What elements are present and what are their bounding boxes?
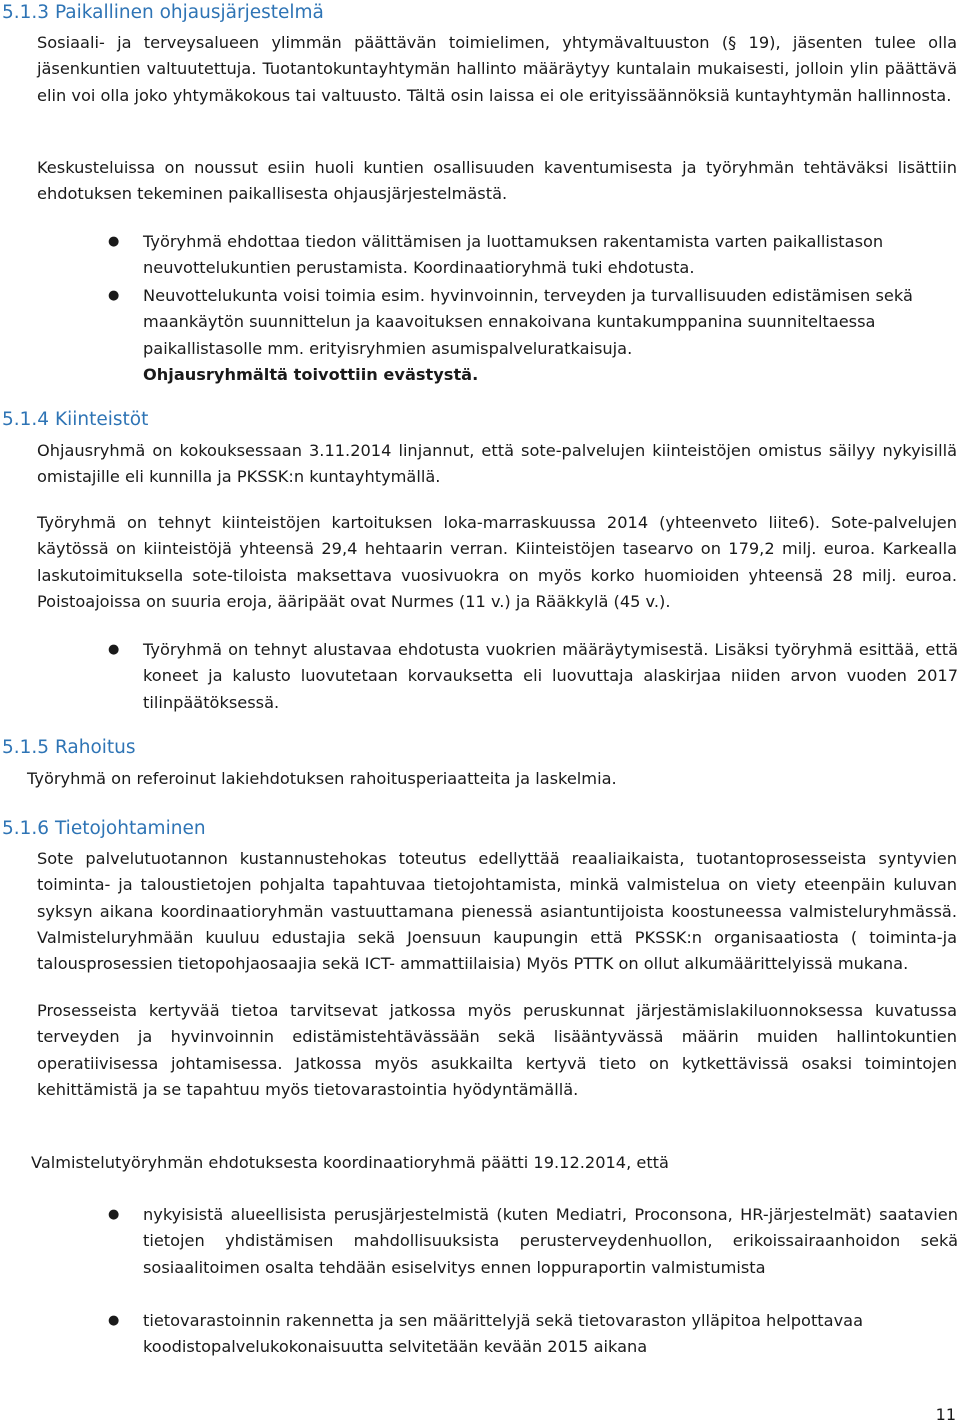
bullet-icon: ● — [108, 288, 120, 303]
section-heading-5-1-6: 5.1.6 Tietojohtaminen — [2, 818, 206, 839]
paragraph-municipal-participation: Keskusteluissa on noussut esiin huoli kuntien osallisuuden kaventumisesta ja työryhmän tehtäväksi lisättiin ehdotuksen tekeminen paikallisesta ohjausjärjestelmästä. — [37, 158, 957, 204]
bullet-icon: ● — [108, 234, 120, 249]
list-item-bold-text: Ohjausryhmältä toivottiin evästystä. — [143, 364, 479, 384]
section-heading-5-1-4: 5.1.4 Kiinteistöt — [2, 409, 149, 430]
list-item: Työryhmä ehdottaa tiedon välittämisen ja luottamuksen rakentamista varten paikallistason neuvottelukuntien perustamista. Koordinaatioryhmä tuki ehdotusta. — [143, 232, 884, 278]
list-item: Työryhmä on tehnyt alustavaa ehdotusta vuokrien määräytymisestä. Lisäksi työryhmä esittää, että koneet ja kalusto luovutetaan korvauksetta eli luovuttaja alaskirjaa niiden arvon vuoden 2017 tilinpäätöksessä. — [143, 640, 958, 712]
bullet-icon: ● — [108, 1313, 120, 1328]
paragraph-funding: Työryhmä on referoinut lakiehdotuksen rahoitusperiaatteita ja laskelmia. — [27, 769, 617, 788]
list-item — [143, 283, 958, 388]
section-heading-5-1-5: 5.1.5 Rahoitus — [2, 737, 136, 758]
paragraph-decision: Valmistelutyöryhmän ehdotuksesta koordinaatioryhmä päätti 19.12.2014, että — [31, 1153, 669, 1172]
paragraph-governance: Sosiaali- ja terveysalueen ylimmän päättävän toimielimen, yhtymävaltuuston (§ 19), jäsenten tulee olla jäsenkuntien valtuutettuja. Tuotantokuntayhtymän hallinto määräytyy kuntalain mukaisesti, jolloin ylin päättävä elin voi olla joko yhtymäkokous tai valtuusto. Tältä osin laissa ei ole erityissäännöksiä kuntayhtymän hallinnosta. — [37, 33, 957, 105]
list-item: nykyisistä alueellisista perusjärjestelmistä (kuten Mediatri, Proconsona, HR-järjestelmät) saatavien tietojen yhdistämisen mahdollisuuksista perusterveydenhuollon, erikoissairaanhoidon sekä sosiaalitoimen osalta tehdään esiselvitys ennen loppuraportin valmistumista — [143, 1205, 958, 1277]
bullet-icon: ● — [108, 1207, 120, 1222]
section-heading-5-1-3: 5.1.3 Paikallinen ohjausjärjestelmä — [2, 2, 324, 23]
bullet-icon: ● — [108, 642, 120, 657]
paragraph-knowledge-management: Sote palvelutuotannon kustannustehokas toteutus edellyttää reaaliaikaista, tuotantoprosesseista syntyvien toiminta- ja taloustietojen pohjalta tapahtuvaa tietojohtamista, minkä valmistelua on viety eteenpäin kuluvan syksyn aikana koordinaatioryhmän vastuuttamana pienessä asiantuntijoista koostuneessa valmisteluryhmässä. Valmisteluryhmään kuuluu edustajia sekä Joensuun kaupungin että PKSSK:n organisaatiosta ( toiminta-ja talousprosessien tietopohjaosaajia sekä ICT- ammattiilaisia) Myös PTTK on ollut alkumäärittelyissä mukana. — [37, 849, 957, 974]
paragraph-property-survey: Työryhmä on tehnyt kiinteistöjen kartoituksen loka-marraskuussa 2014 (yhteenveto liite6). Sote-palvelujen käytössä on kiinteistöjä yhteensä 29,4 hehtaarin verran. Kiinteistöjen tasearvo on 179,2 milj. euroa. Karkealla laskutoimituksella sote-tiloista maksettava vuosivuokra on myös korko huomioiden yhteensä 28 milj. euroa. Poistoajoissa on suuria eroja, ääripäät ovat Nurmes (11 v.) ja Rääkkylä (45 v.). — [37, 513, 957, 611]
page-number: 11 — [935, 1405, 956, 1424]
paragraph-property-ownership: Ohjausryhmä on kokouksessaan 3.11.2014 linjannut, että sote-palvelujen kiinteistöjen omistus säilyy nykyisillä omistajille eli kunnilla ja PKSSK:n kuntayhtymällä. — [37, 441, 957, 487]
list-item-text: Neuvottelukunta voisi toimia esim. hyvinvoinnin, terveyden ja turvallisuuden edistämisen sekä maankäytön suunnittelun ja kaavoituksen ennakoivana kuntakumppanina suunniteltaessa paikallistasolle mm. erityisryhmien asumispalveluratkaisuja. — [143, 286, 913, 358]
list-item: tietovarastoinnin rakennetta ja sen määrittelyjä sekä tietovaraston ylläpitoa helpottavaa koodistopalvelukokonaisuutta selvitetään kevään 2015 aikana — [143, 1311, 863, 1357]
paragraph-process-data: Prosesseista kertyvää tietoa tarvitsevat jatkossa myös peruskunnat järjestämislakiluonnoksessa kuvatussa terveyden ja hyvinvoinnin edistämistehtävässään sekä lisääntyvässä määrin muiden hallintokuntien operatiivisessa johtamisessa. Jatkossa myös asukkailta kertyvä tieto on kytkettävissä osaksi toimintojen kehittämistä ja se tapahtuu myös tietovarastointia hyödyntämällä. — [37, 1001, 957, 1099]
